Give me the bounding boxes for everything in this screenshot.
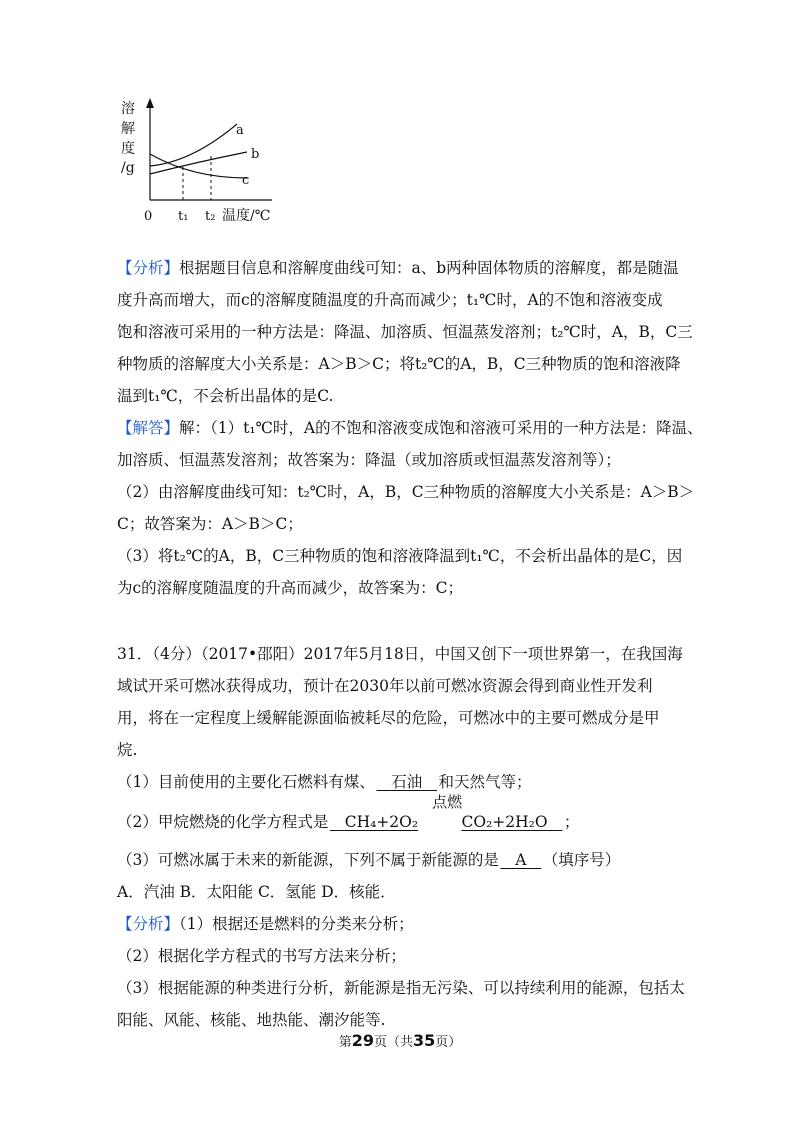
total-pages: 35	[413, 1031, 436, 1050]
analysis-tag: 【分析】	[117, 259, 180, 277]
ylabel-1: 溶	[121, 101, 135, 117]
q31-part-1	[117, 766, 687, 798]
answer-blank-2	[328, 793, 564, 838]
text: 页（共	[373, 1035, 413, 1050]
text: （1）目前使用的主要化石燃料有煤、	[117, 773, 375, 791]
q30-solution-line-2: 加溶质、恒温蒸发溶剂；故答案为：降温（或加溶质或恒温蒸发溶剂等）；	[117, 451, 621, 469]
q31-stem-line-3: 用，将在一定程度上缓解能源面临被耗尽的危险，可燃冰中的主要可燃成分是甲	[117, 709, 660, 727]
page-number: 29	[351, 1031, 374, 1050]
page-footer	[0, 1031, 800, 1050]
q30-solution-line-5: （3）将t₂℃的A，B，C三种物质的饱和溶液降温到t₁℃，不会析出晶体的是C，因	[117, 547, 683, 565]
q31-part-2	[117, 793, 687, 838]
q30-analysis-line-3: 饱和溶液可采用的一种方法是：降温、加溶质、恒温蒸发溶剂；t₂℃时，A，B，C三	[117, 323, 693, 341]
xlabel: 温度/℃	[222, 208, 271, 224]
q31-analysis-line-3: （3）根据能源的种类进行分析，新能源是指无污染、可以持续利用的能源，包括太	[117, 979, 685, 997]
ylabel-2: 解	[121, 121, 135, 137]
solution-tag: 【解答】	[117, 419, 180, 437]
t2-label: t₂	[205, 209, 216, 224]
q31-part-3	[117, 844, 687, 876]
solubility-curve-svg	[112, 96, 302, 236]
curve-c	[150, 154, 247, 178]
q31-analysis-line-1	[117, 908, 687, 940]
text: 根据题目信息和溶解度曲线可知：a、b两种固体物质的溶解度，都是随温	[179, 259, 679, 277]
q30-analysis-line-2: 度升高而增大，而c的溶解度随温度的升高而减少；t₁℃时，A的不饱和溶液变成	[117, 291, 663, 309]
q30-solution-line-3: （2）由溶解度曲线可知：t₂℃时，A，B，C三种物质的溶解度大小关系是：A＞B＞	[117, 483, 695, 501]
q30-analysis-line-5: 温到t₁℃，不会析出晶体的是C.	[117, 387, 334, 405]
q30-solution-line-1	[117, 412, 703, 444]
curve-c-label: c	[242, 173, 250, 188]
t1-label: t₁	[178, 209, 189, 224]
solubility-diagram	[112, 96, 302, 236]
analysis-tag: 【分析】	[117, 915, 180, 933]
q31-stem-line-1: 31．（4分）（2017•邵阳）2017年5月18日，中国又创下一项世界第一，在我国海	[117, 645, 683, 663]
page-content	[117, 252, 703, 1036]
ylabel-4: /g	[121, 160, 135, 176]
text: 第	[338, 1035, 352, 1050]
q30-solution-line-6: 为c的溶解度随温度的升高而减少，故答案为：C；	[117, 579, 464, 597]
reaction-arrow	[420, 793, 463, 838]
q31-analysis-line-2: （2）根据化学方程式的书写方法来分析；	[117, 947, 406, 965]
text: （2）甲烷燃烧的化学方程式是	[117, 813, 329, 831]
q31-stem-line-4: 烷.	[117, 741, 138, 759]
answer-text: A	[515, 851, 527, 869]
q30-analysis-line-4: 种物质的溶解度大小关系是：A＞B＞C；将t₂℃的A，B，C三种物质的饱和溶液降	[117, 355, 681, 373]
curve-b-label: b	[251, 147, 260, 162]
text: （填序号）	[542, 851, 621, 869]
text: 解：（1）t₁℃时，A的不饱和溶液变成饱和溶液可采用的一种方法是：降温、	[179, 419, 703, 437]
spacer	[117, 604, 687, 638]
ylabel-3: 度	[121, 141, 135, 157]
text: （1）根据还是燃料的分类来分析；	[179, 915, 414, 933]
q31-stem-line-2: 域试开采可燃冰获得成功，预计在2030年以前可燃冰资源会得到商业性开发利	[117, 677, 653, 695]
answer-blank-3	[499, 844, 543, 876]
q30-analysis-line-1	[117, 252, 687, 284]
reaction-condition: 点燃	[432, 793, 463, 811]
y-axis-arrow	[146, 98, 154, 108]
equation-right: CO₂+2H₂O	[461, 813, 548, 831]
curve-a-label: a	[236, 123, 244, 138]
q31-options: A．汽油 B．太阳能 C．氢能 D．核能．	[117, 883, 396, 901]
curve-a	[150, 124, 237, 166]
origin-label: 0	[144, 209, 153, 224]
answer-blank-1	[375, 766, 439, 798]
text: （3）可燃冰属于未来的新能源，下列不属于新能源的是	[117, 851, 499, 869]
text: 和天然气等；	[438, 773, 532, 791]
text: ；	[563, 813, 580, 831]
answer-text: 石油	[391, 773, 423, 791]
equation-left: CH₄+2O₂	[344, 813, 419, 831]
q30-solution-line-4: C；故答案为：A＞B＞C；	[117, 515, 303, 533]
q31-analysis-line-4: 阳能、风能、核能、地热能、潮汐能等.	[117, 1011, 386, 1029]
text: 页）	[435, 1035, 462, 1050]
